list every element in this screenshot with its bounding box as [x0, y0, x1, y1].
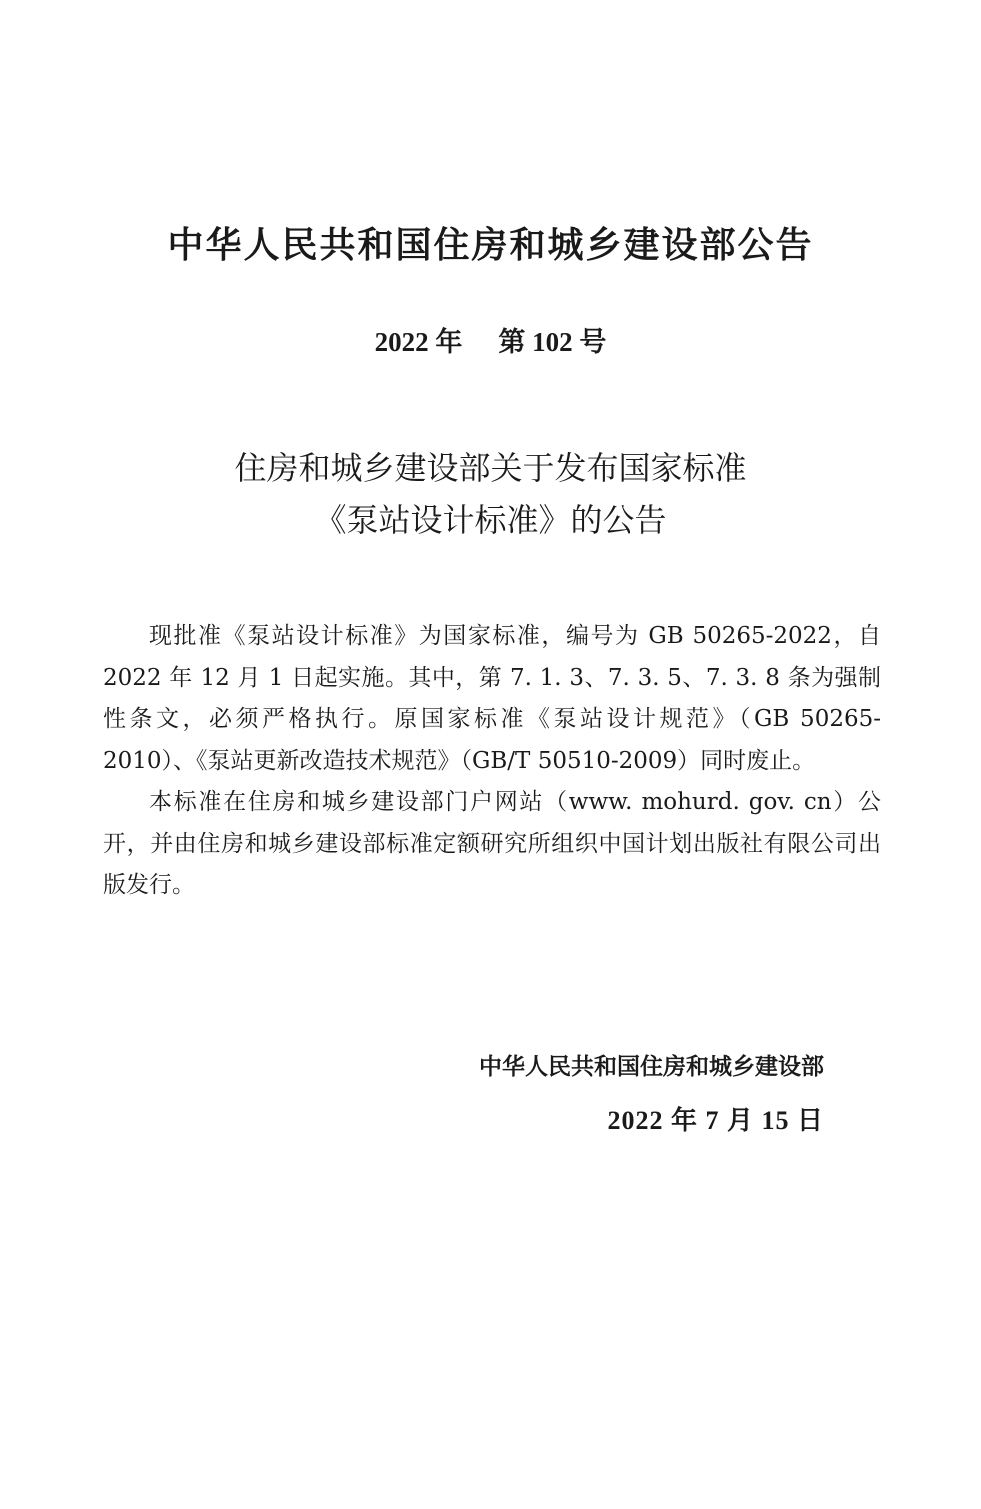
announcement-title-line2: 《泵站设计标准》的公告 — [314, 501, 667, 539]
announcement-body — [103, 616, 881, 907]
announcement-year: 2022 年 — [374, 327, 463, 357]
announcement-title-line1: 住房和城乡建设部关于发布国家标准 — [234, 449, 747, 487]
announcement-title — [0, 442, 981, 546]
announcement-serial: 第 102 号 — [498, 327, 607, 357]
body-paragraph-1: 现批准《泵站设计标准》为国家标准，编号为 GB 50265-2022，自 2022 年 12 月 1 日起实施。其中，第 7. 1. 3、7. 3. 5、7. 3. 8 条为强制性条文，必须严格执行。原国家标准《泵站设计规范》（GB 50265-2010）、《泵站更新改造技术规范》（GB/T 50510-2009）同时废止。 — [103, 623, 881, 774]
body-paragraph-2: 本标准在住房和城乡建设部门户网站（www. mohurd. gov. cn）公开，并由住房和城乡建设部标准定额研究所组织中国计划出版社有限公司出版发行。 — [103, 789, 881, 898]
issuer-heading: 中华人民共和国住房和城乡建设部公告 — [167, 225, 814, 266]
announcement-number — [0, 324, 981, 360]
signature-date: 2022 年 7 月 15 日 — [607, 1106, 824, 1135]
signature-block — [479, 1040, 824, 1148]
signature-organization: 中华人民共和国住房和城乡建设部 — [479, 1054, 824, 1080]
